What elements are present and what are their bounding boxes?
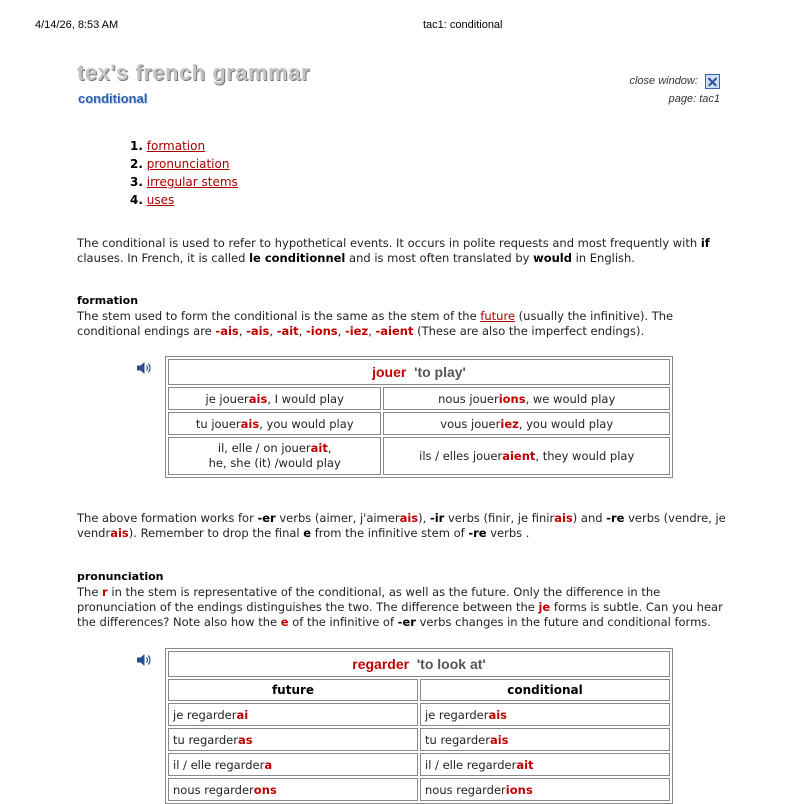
toc-link-uses[interactable]: uses (146, 193, 175, 207)
speaker-icon[interactable] (136, 653, 152, 667)
print-title: tac1: conditional (423, 19, 503, 31)
print-date: 4/14/26, 8:53 AM (35, 19, 119, 31)
table-row: tu regarderas tu regarderais (168, 728, 670, 751)
toc-link-pronunciation[interactable]: pronunciation (146, 157, 230, 171)
toc-link-irregular-stems[interactable]: irregular stems (146, 175, 238, 189)
page-subtitle: conditional (78, 91, 148, 106)
table-header-row (168, 679, 670, 701)
close-window-row (629, 72, 720, 90)
above-formation-paragraph: The above formation works for -er verbs (aimer, j'aimerais), -ir verbs (finir, je finirais) and -re verbs (vendre, je vendrais). Remember to drop the final e from the infinitive stem of -re verbs . (77, 511, 726, 540)
jouer-conjugation-table (165, 356, 673, 478)
future-link[interactable]: future (480, 309, 516, 323)
table-row: je regarderai je regarderais (168, 703, 670, 726)
formation-paragraph: The stem used to form the conditional is the same as the stem of the future (usually the infinitive). The conditional endings are -ais, -ais, -ait, -ions, -iez, -aient (These are also the imperfect endings). (77, 309, 674, 338)
formation-heading: formation (77, 294, 139, 307)
toc-link-formation[interactable]: formation (146, 139, 206, 153)
intro-paragraph: The conditional is used to refer to hypothetical events. It occurs in polite requests and most frequently with if clauses. In French, it is called le conditionnel and is most often translated by would in English. (77, 236, 710, 265)
page-info (629, 72, 720, 108)
col-header-future: future (168, 679, 418, 701)
toc-item: 4. uses (130, 193, 175, 207)
table-title: jouer 'to play' (168, 359, 670, 385)
table-title: regarder 'to look at' (168, 651, 670, 677)
table-row: je jouerais, I would play nous jouerions, we would play (168, 387, 670, 410)
table-row: il / elle regardera il / elle regarderait (168, 753, 670, 776)
close-window-label: close window: (629, 75, 698, 87)
col-header-conditional: conditional (420, 679, 670, 701)
pronunciation-heading: pronunciation (77, 570, 164, 583)
close-icon[interactable] (705, 74, 720, 89)
table-row: tu jouerais, you would play vous joueriez, you would play (168, 412, 670, 435)
table-row: il, elle / on jouerait, he, she (it) /would play ils / elles joueraient, they would play (168, 437, 670, 475)
pronunciation-paragraph: The r in the stem is representative of the conditional, as well as the future. Only the difference in the pronunciation of the endings distinguishes the two. The difference between the je forms is subtle. Can you hear the differences? Note also how the e of the infinitive of -er verbs changes in the future and conditional forms. (77, 585, 723, 629)
toc-item: 2. pronunciation (130, 157, 230, 171)
table-of-contents (130, 137, 238, 209)
toc-item: 3. irregular stems (130, 175, 238, 189)
page-label: page: tac1 (668, 93, 720, 105)
regarder-conjugation-table (165, 648, 673, 804)
site-logo: tex's french grammar (77, 60, 310, 85)
toc-item: 1. formation (130, 139, 206, 153)
table-row: nous regarderons nous regarderions (168, 778, 670, 801)
speaker-icon[interactable] (136, 361, 152, 375)
